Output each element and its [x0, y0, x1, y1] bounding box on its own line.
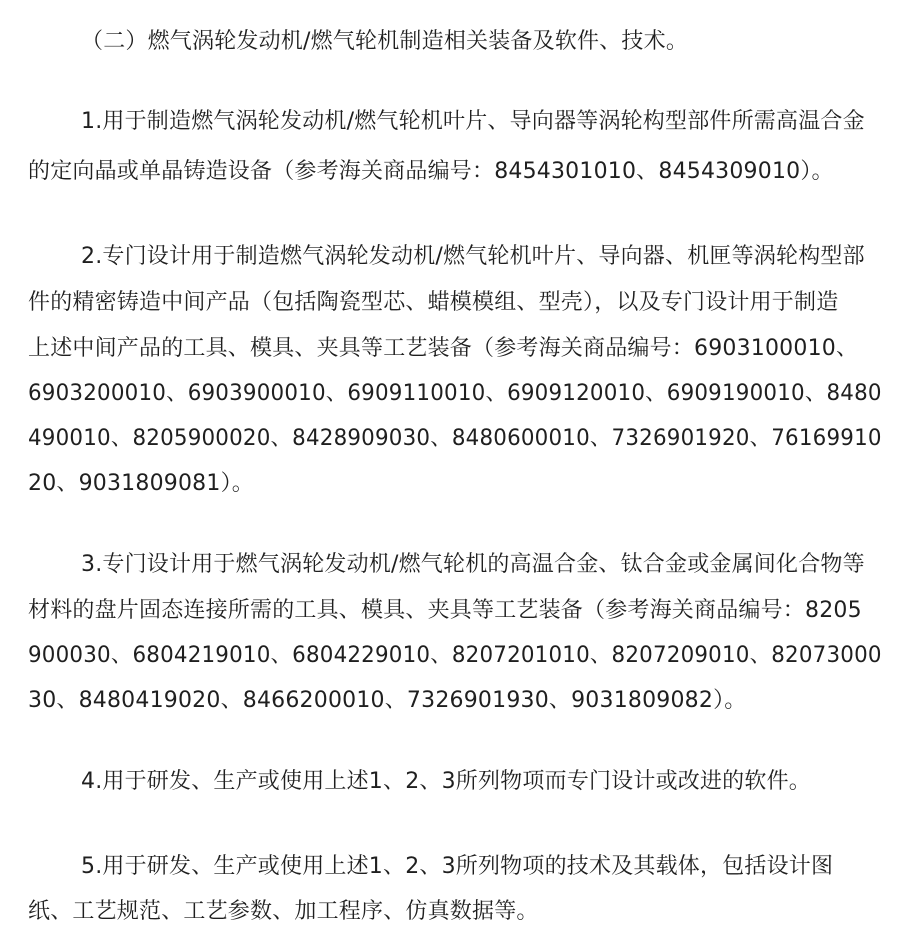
paragraph-line: 490010、8205900020、8428909030、8480600010、7326901920、76169910 — [28, 426, 882, 451]
paragraph-line: 上述中间产品的工具、模具、夹具等工艺装备（参考海关商品编号：6903100010、 — [28, 336, 859, 361]
paragraph-line: 2.专门设计用于制造燃气涡轮发动机/燃气轮机叶片、导向器、机匣等涡轮构型部 — [81, 244, 865, 269]
paragraph-line: 纸、工艺规范、工艺参数、加工程序、仿真数据等。 — [28, 899, 539, 924]
paragraph-line: 材料的盘片固态连接所需的工具、模具、夹具等工艺装备（参考海关商品编号：8205 — [28, 598, 862, 623]
paragraph-line: 5.用于研发、生产或使用上述1、2、3所列物项的技术及其载体，包括设计图 — [81, 854, 834, 879]
paragraph-line: 的定向晶或单晶铸造设备（参考海关商品编号：8454301010、8454309010）。 — [28, 159, 834, 184]
paragraph-line: 3.专门设计用于燃气涡轮发动机/燃气轮机的高温合金、钛合金或金属间化合物等 — [81, 552, 865, 577]
paragraph-line: 件的精密铸造中间产品（包括陶瓷型芯、蜡模模组、型壳），以及专门设计用于制造 — [28, 290, 839, 315]
paragraph-line: 1.用于制造燃气涡轮发动机/燃气轮机叶片、导向器等涡轮构型部件所需高温合金 — [81, 109, 865, 134]
paragraph-line: 30、8480419020、8466200010、7326901930、9031809082）。 — [28, 688, 747, 713]
paragraph-line: 20、9031809081）。 — [28, 471, 254, 496]
paragraph-line: 6903200010、6903900010、6909110010、6909120010、6909190010、8480 — [28, 381, 882, 406]
paragraph-line: 900030、6804219010、6804229010、8207201010、8207209010、82073000 — [28, 643, 882, 668]
section-heading: （二）燃气涡轮发动机/燃气轮机制造相关装备及软件、技术。 — [81, 29, 689, 54]
paragraph-line: 4.用于研发、生产或使用上述1、2、3所列物项而专门设计或改进的软件。 — [81, 769, 811, 794]
